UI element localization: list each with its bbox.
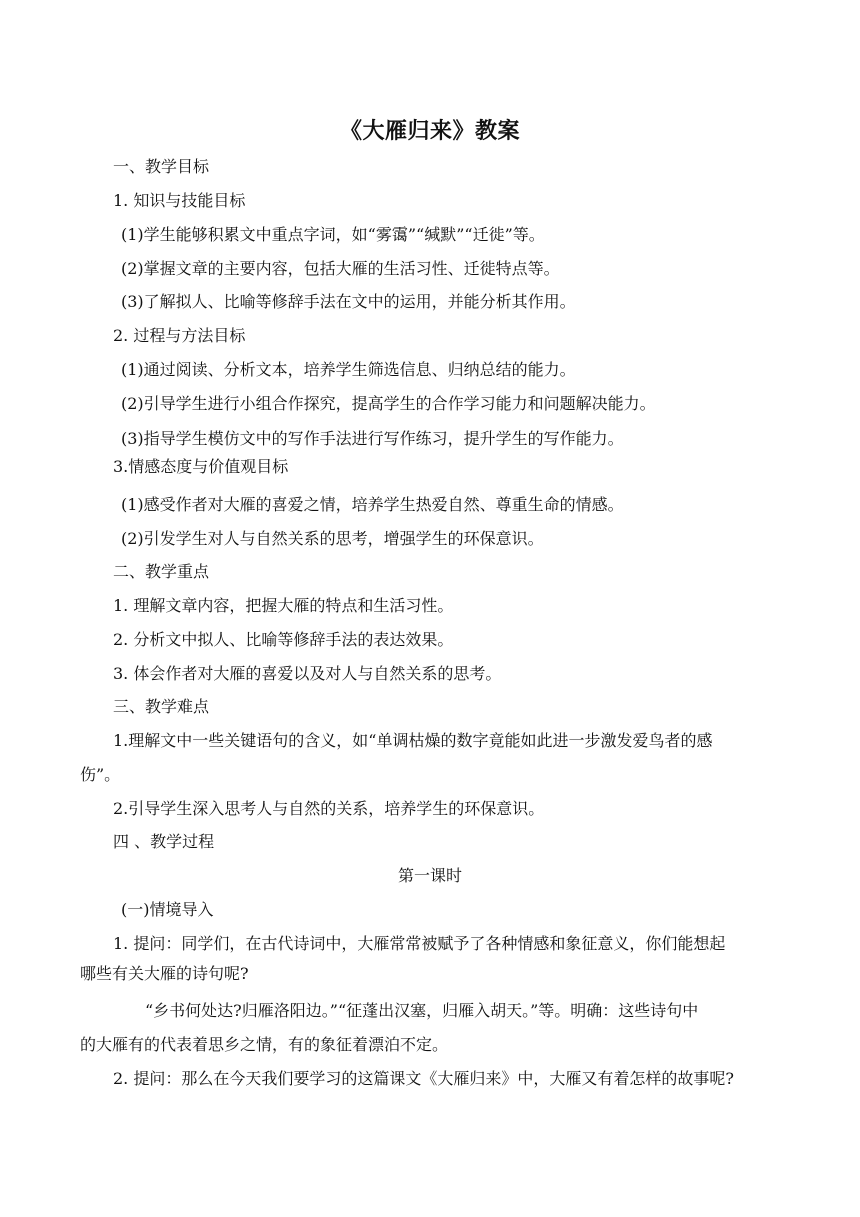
paragraph-line: 2. 分析文中拟人、比喻等修辞手法的表达效果。 [113,630,454,649]
paragraph-line: 1. 提问：同学们，在古代诗词中，大雁常常被赋予了各种情感和象征意义，你们能想起 [113,934,726,953]
paragraph-line: 伤”。 [80,765,121,784]
paragraph-line: 1. 理解文章内容，把握大雁的特点和生活习性。 [113,596,454,615]
subsection-heading: 2. 过程与方法目标 [113,326,246,345]
paragraph-line: 1.理解文中一些关键语句的含义，如“单调枯燥的数字竟能如此进一步激发爱鸟者的感 [113,731,713,750]
paragraph-line: 2.引导学生深入思考人与自然的关系，培养学生的环保意识。 [113,799,545,818]
lesson-period-heading: 第一课时 [397,866,462,885]
paragraph-line: (1)感受作者对大雁的喜爱之情，培养学生热爱自然、尊重生命的情感。 [121,495,624,514]
paragraph-line: (2)引导学生进行小组合作探究，提高学生的合作学习能力和问题解决能力。 [121,394,656,413]
paragraph-line: (2)掌握文章的主要内容，包括大雁的生活习性、迁徙特点等。 [121,259,560,278]
subsection-heading: 3.情感态度与价值观目标 [113,457,289,476]
paragraph-line: 哪些有关大雁的诗句呢? [80,964,249,983]
document-title: 《大雁归来》教案 [339,119,520,144]
paragraph-line: (3)了解拟人、比喻等修辞手法在文中的运用，并能分析其作用。 [121,292,576,311]
section-heading-objectives: 一、教学目标 [113,157,210,176]
paragraph-line: (1)学生能够积累文中重点字词，如“雾霭”“缄默”“迁徙”等。 [121,225,545,244]
paragraph-line: (3)指导学生模仿文中的写作手法进行写作练习，提升学生的写作能力。 [121,429,624,448]
paragraph-line: 2. 提问：那么在今天我们要学习的这篇课文《大雁归来》中，大雁又有着怎样的故事呢? [113,1069,734,1088]
paragraph-line: 3. 体会作者对大雁的喜爱以及对人与自然关系的思考。 [113,664,502,683]
section-heading-keypoints: 二、教学重点 [113,562,210,581]
subsection-heading: (一)情境导入 [121,900,214,919]
subsection-heading: 1. 知识与技能目标 [113,191,246,210]
paragraph-line: (2)引发学生对人与自然关系的思考，增强学生的环保意识。 [121,529,544,548]
section-heading-process: 四 、教学过程 [113,832,215,851]
paragraph-line: 的大雁有的代表着思乡之情，有的象征着漂泊不定。 [80,1035,449,1054]
paragraph-line: (1)通过阅读、分析文本，培养学生筛选信息、归纳总结的能力。 [121,360,576,379]
section-heading-difficulties: 三、教学难点 [113,697,210,716]
paragraph-line: “乡书何处达?归雁洛阳边。”“征蓬出汉塞，归雁入胡天。”等。明确：这些诗句中 [145,1001,699,1020]
